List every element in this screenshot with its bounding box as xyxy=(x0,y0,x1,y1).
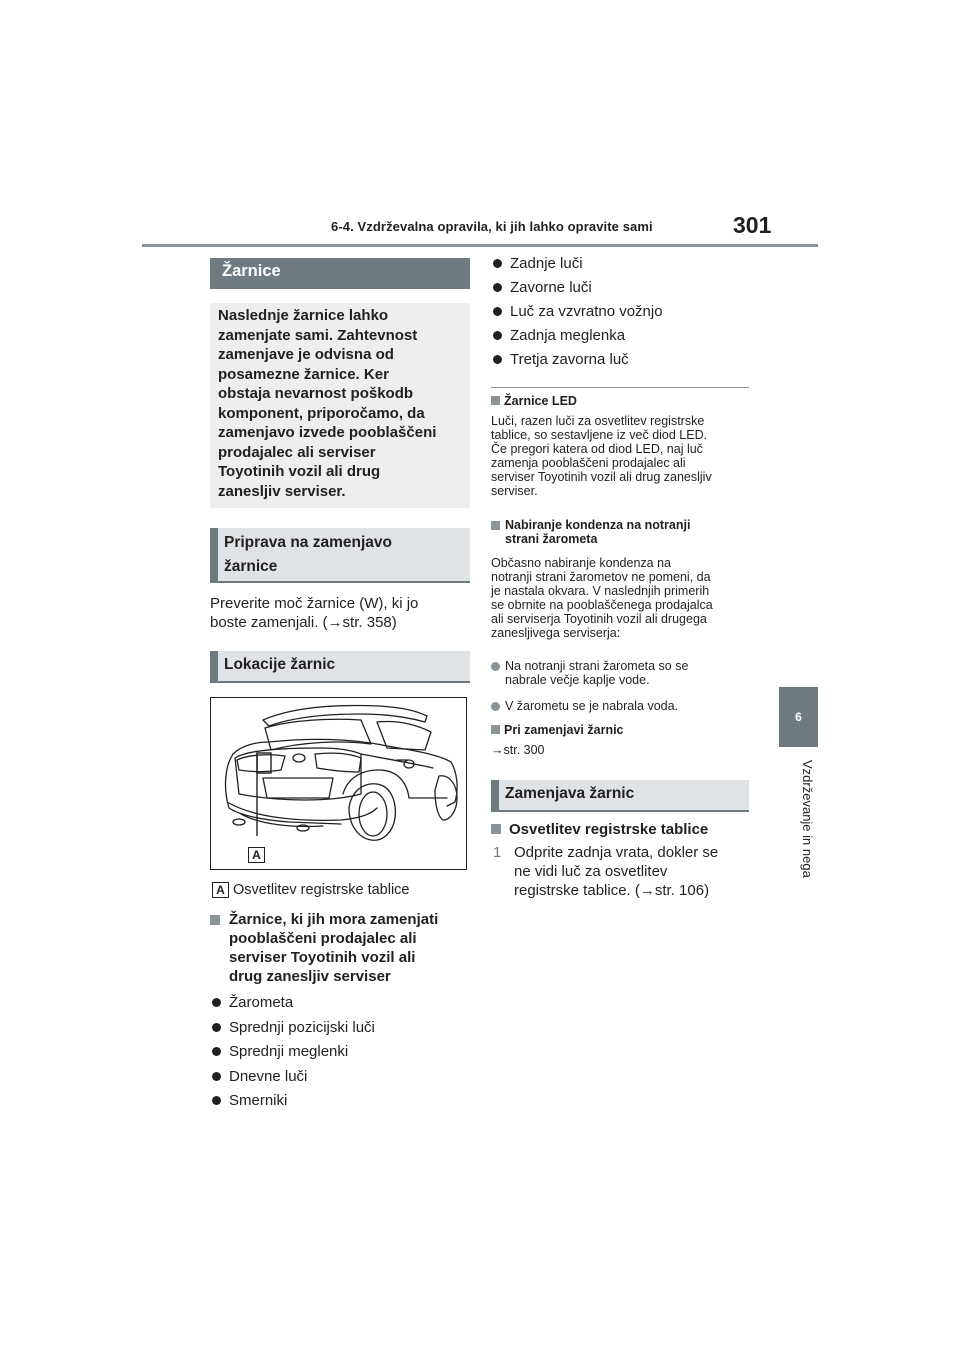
priprava-text-line: Preverite moč žarnice (W), ki jo xyxy=(210,595,419,612)
bullet-dot-icon xyxy=(493,307,502,316)
led-line: Luči, razen luči za osvetlitev registrske xyxy=(491,414,705,428)
zarnice-title-bar xyxy=(210,258,470,289)
bullet-dot-icon xyxy=(212,998,221,1007)
bullet-dot-icon xyxy=(493,355,502,364)
lokacije-heading xyxy=(210,651,470,683)
replacement-link[interactable]: →str. 300 xyxy=(491,743,545,757)
dealer-heading-line: Žarnice, ki jih mora zamenjati xyxy=(229,911,439,928)
replacement-heading: Pri zamenjavi žarnic xyxy=(491,723,624,737)
condensation-line: Občasno nabiranje kondenza na xyxy=(491,556,671,570)
intro-line: Naslednje žarnice lahko xyxy=(218,307,389,324)
intro-box xyxy=(210,303,470,508)
intro-line: prodajalec ali serviser xyxy=(218,443,376,461)
legend-text: Osvetlitev registrske tablice xyxy=(233,882,410,898)
condensation-bullet-line: Na notranji strani žarometa so se xyxy=(505,659,689,673)
condensation-line: zanesljivega serviserja: xyxy=(491,626,621,640)
dealer-heading-line: serviser Toyotinih vozil ali xyxy=(229,949,416,966)
led-heading: Žarnice LED xyxy=(491,394,577,408)
led-line: serviser. xyxy=(491,484,538,498)
condensation-paragraph xyxy=(491,556,753,640)
led-line: zamenja pooblaščeni prodajalec ali xyxy=(491,456,686,470)
section-title: 6-4. Vzdrževalna opravila, ki jih lahko opravite sami xyxy=(331,219,653,234)
zamenjava-heading xyxy=(491,780,749,812)
condensation-line: ali serviserja Toyotinih vozil ali drugega xyxy=(491,612,707,626)
bullet-dot-icon xyxy=(493,331,502,340)
priprava-heading-line: žarnice xyxy=(224,558,278,575)
intro-line: Toyotinih vozil ali drug xyxy=(218,463,381,480)
intro-line: posamezne žarnice. Ker xyxy=(218,365,389,383)
condensation-line: se obrnite na pooblaščenega prodajalca xyxy=(491,598,713,612)
bullet-dot-icon xyxy=(212,1047,221,1056)
car-rear-figure xyxy=(210,697,467,870)
step-line: ne vidi luč za osvetlitev xyxy=(514,863,668,880)
car-rear-illustration xyxy=(211,698,466,869)
priprava-heading xyxy=(210,528,470,583)
notes-divider xyxy=(491,387,749,388)
condensation-bullet-line: V žarometu se je nabrala voda. xyxy=(505,699,679,713)
step-number: 1 xyxy=(493,844,502,861)
intro-line: zanesljiv serviser. xyxy=(218,482,346,500)
figure-callout-a-label: A xyxy=(252,848,261,862)
zarnice-title: Žarnice xyxy=(222,262,281,280)
bullet-dot-icon xyxy=(493,259,502,268)
condensation-line: je nastala okvara. V naslednjih primerih xyxy=(491,584,710,598)
dealer-heading-line: pooblaščeni prodajalec ali xyxy=(229,930,417,947)
chapter-number-tab xyxy=(779,687,818,747)
square-bullet-icon xyxy=(491,725,500,734)
header-rule xyxy=(142,244,818,247)
condensation-bullet-line: nabrale večje kaplje vode. xyxy=(505,673,650,687)
bullet-dot-icon xyxy=(491,662,500,671)
step-line: registrske tablice. (→str. 106) xyxy=(514,882,710,899)
legend-a-box xyxy=(212,882,229,898)
square-bullet-icon xyxy=(210,915,220,925)
step-line: Odprite zadnja vrata, dokler se xyxy=(514,844,719,861)
bullet-dot-icon xyxy=(212,1023,221,1032)
bullet-dot-icon xyxy=(212,1096,221,1105)
figure-callout-a xyxy=(248,847,265,863)
square-bullet-icon xyxy=(491,824,501,834)
lokacije-title: Lokacije žarnic xyxy=(224,656,336,673)
led-line: Če pregori katera od diod LED, naj luč xyxy=(491,442,703,456)
priprava-text-line: boste zamenjali. (→str. 358) xyxy=(210,614,397,631)
led-line: serviser Toyotinih vozil ali drug zanesljiv xyxy=(491,470,712,484)
led-paragraph xyxy=(491,414,753,498)
legend-a-label: A xyxy=(216,883,225,897)
priprava-text xyxy=(210,594,470,632)
square-bullet-icon xyxy=(491,396,500,405)
intro-line: zamenjate sami. Zahtevnost xyxy=(218,326,418,344)
plate-light-heading: Osvetlitev registrske tablice xyxy=(491,820,708,839)
page-number: 301 xyxy=(733,212,772,238)
intro-line: obstaja nevarnost poškodb xyxy=(218,385,414,402)
condensation-line: notranji strani žarometov ne pomeni, da xyxy=(491,570,711,584)
intro-line: komponent, priporočamo, da xyxy=(218,404,425,422)
intro-line: zamenjave je odvisna od xyxy=(218,346,394,363)
bullet-dot-icon xyxy=(493,283,502,292)
bullet-dot-icon xyxy=(212,1072,221,1081)
square-bullet-icon xyxy=(491,521,500,530)
bullet-dot-icon xyxy=(491,702,500,711)
dealer-heading-line: drug zanesljiv serviser xyxy=(229,968,391,985)
priprava-heading-line: Priprava na zamenjavo xyxy=(224,534,392,551)
zamenjava-title: Zamenjava žarnic xyxy=(505,785,635,802)
intro-line: zamenjavo izvede pooblaščeni xyxy=(218,424,437,441)
condensation-heading-line: strani žarometa xyxy=(505,532,598,546)
chapter-number: 6 xyxy=(795,710,802,724)
led-line: tablice, so sestavljene iz več diod LED. xyxy=(491,428,708,442)
condensation-heading-line: Nabiranje kondenza na notranji xyxy=(505,518,691,532)
chapter-title-vertical: Vzdrževanje in nega xyxy=(800,760,815,878)
